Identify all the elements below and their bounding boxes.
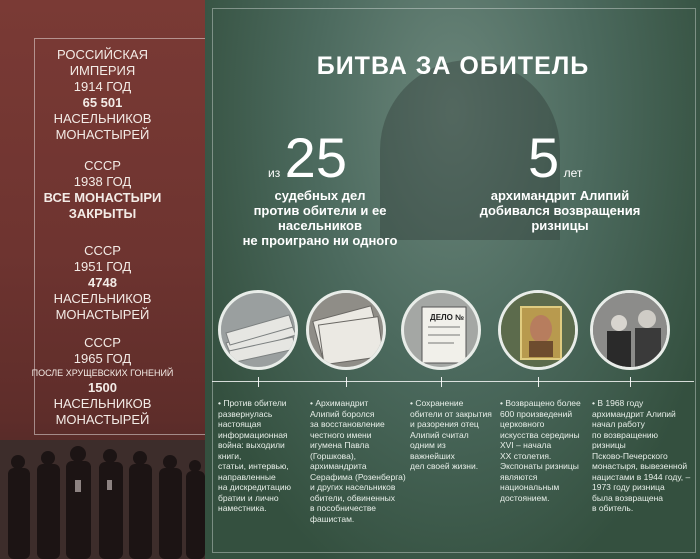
- stat-value: ЗАКРЫТЫ: [68, 206, 137, 221]
- stat-line: МОНАСТЫРЕЙ: [55, 127, 150, 142]
- desc-line: не проиграно ни одного: [242, 233, 398, 248]
- note-line: 1973 году ризница: [592, 482, 665, 492]
- note-line: ризницы: [592, 440, 626, 450]
- desc-line: добивался возвращения: [479, 203, 641, 218]
- note-line: одним из: [410, 440, 446, 450]
- stat-line: 1914 ГОД: [73, 79, 132, 94]
- desc-line: ризницы: [531, 218, 589, 233]
- note-line: • Против обители: [218, 398, 287, 408]
- note-line: братии и лично: [218, 492, 279, 503]
- note-line: наместника.: [218, 503, 267, 513]
- stat-line: 1951 ГОД: [73, 259, 132, 274]
- stat-1914: [0, 47, 205, 143]
- note-line: • В 1968 году: [592, 398, 644, 408]
- stat-suffix: лет: [563, 166, 583, 180]
- case-file-caption: ДЕЛО №: [430, 313, 465, 322]
- stat-25: [268, 126, 347, 189]
- stat-prefix: из: [268, 166, 281, 180]
- note-line: война: выходили книги,: [218, 440, 285, 461]
- stat-25-desc: [212, 188, 428, 248]
- icon-portrait-image: [498, 290, 578, 370]
- note-line: Псково-Печерского: [592, 450, 668, 461]
- timeline-line: [212, 381, 694, 382]
- note-line: • Возвращено более: [500, 398, 581, 408]
- newspapers-image: [218, 290, 298, 370]
- documents-image: [306, 290, 386, 370]
- note-line: по возвращению: [592, 429, 659, 440]
- note-line: • Сохранение: [410, 398, 464, 408]
- stat-line: ИМПЕРИЯ: [69, 63, 136, 78]
- note-line: (Горшкова),: [310, 450, 357, 461]
- note-line: искусства середины: [500, 429, 580, 440]
- stat-value: 1500: [88, 380, 117, 395]
- note-line: • Архимандрит: [310, 398, 369, 408]
- stat-line: СССР: [84, 243, 121, 258]
- stat-1951: [0, 243, 205, 323]
- timeline-tick: [258, 377, 259, 387]
- stat-value: 4748: [88, 275, 117, 290]
- note-line: информационная: [218, 429, 288, 440]
- timeline-note: [592, 398, 692, 514]
- stat-1938: [0, 158, 205, 222]
- note-line: обители, обвиненных: [310, 492, 396, 503]
- note-line: архимандрит Алипий: [592, 408, 676, 419]
- note-line: XVI – начала: [500, 440, 552, 450]
- note-line: монастыря, вывезенной: [592, 461, 688, 471]
- stat-line: 1965 ГОД: [73, 351, 132, 366]
- stat-line: СССР: [84, 158, 121, 173]
- timeline-note: [500, 398, 588, 503]
- note-line: начал работу: [592, 419, 645, 429]
- note-line: статьи, интервью,: [218, 461, 289, 471]
- note-line: и других насельников: [310, 482, 396, 492]
- timeline-note: [310, 398, 406, 524]
- note-line: фашистам.: [310, 513, 355, 524]
- stat-line: СССР: [84, 335, 121, 350]
- desc-line: против обители и ее насельников: [253, 203, 387, 233]
- stat-line: 1938 ГОД: [73, 174, 132, 189]
- stat-number: 5: [528, 126, 560, 189]
- note-line: достоянием.: [500, 492, 550, 503]
- clergy-photo-image: [590, 290, 670, 370]
- timeline-note: [410, 398, 494, 472]
- note-line: являются: [500, 471, 538, 482]
- note-line: за восстановление: [310, 419, 385, 429]
- note-line: обители от закрытия: [410, 408, 492, 419]
- note-line: дел своей жизни.: [410, 461, 479, 471]
- stat-value: 65 501: [82, 95, 123, 110]
- note-line: архимандрита: [310, 461, 367, 471]
- note-line: 600 произведений: [500, 408, 573, 419]
- timeline-note: [218, 398, 306, 514]
- stat-line: МОНАСТЫРЕЙ: [55, 412, 150, 427]
- note-line: национальным: [500, 482, 560, 492]
- note-line: и разорения отец: [410, 419, 479, 429]
- timeline-tick: [346, 377, 347, 387]
- stat-number: 25: [284, 126, 347, 189]
- stat-line: РОССИЙСКАЯ: [57, 47, 148, 62]
- desc-line: архимандрит Алипий: [490, 188, 630, 203]
- timeline-tick: [441, 377, 442, 387]
- note-line: развернулась: [218, 408, 273, 419]
- stat-note: ПОСЛЕ ХРУЩЕВСКИХ ГОНЕНИЙ: [31, 368, 174, 378]
- note-line: направленные: [218, 471, 276, 482]
- note-line: на дискредитацию: [218, 482, 291, 492]
- note-line: Серафима (Розенберга): [310, 471, 406, 482]
- stat-line: НАСЕЛЬНИКОВ: [53, 396, 152, 411]
- stat-5: [528, 126, 583, 189]
- stat-1965: [0, 335, 205, 428]
- note-line: в пособничестве: [310, 503, 377, 513]
- stat-value: ВСЕ МОНАСТЫРИ: [43, 190, 162, 205]
- note-line: честного имени: [310, 429, 372, 440]
- note-line: важнейших: [410, 450, 455, 461]
- note-line: Алипий считал: [410, 429, 469, 440]
- stat-5-desc: [470, 188, 650, 233]
- note-line: в обитель.: [592, 503, 634, 513]
- left-column: [0, 0, 205, 559]
- note-line: церковного: [500, 419, 545, 429]
- note-line: настоящая: [218, 419, 262, 429]
- stat-line: МОНАСТЫРЕЙ: [55, 307, 150, 322]
- case-file-image: [401, 290, 481, 370]
- page-title: БИТВА ЗА ОБИТЕЛЬ: [316, 52, 590, 80]
- note-line: XX столетия.: [500, 450, 552, 461]
- timeline-tick: [630, 377, 631, 387]
- note-line: нацистами в 1944 году, –: [592, 471, 691, 482]
- monks-photo: [0, 440, 205, 559]
- note-line: Экспонаты ризницы: [500, 461, 579, 471]
- stat-line: НАСЕЛЬНИКОВ: [53, 291, 152, 306]
- note-line: Алипий боролся: [310, 408, 375, 419]
- note-line: игумена Павла: [310, 440, 370, 450]
- timeline-tick: [538, 377, 539, 387]
- stat-line: НАСЕЛЬНИКОВ: [53, 111, 152, 126]
- note-line: была возвращена: [592, 492, 663, 503]
- desc-line: судебных дел: [274, 188, 366, 203]
